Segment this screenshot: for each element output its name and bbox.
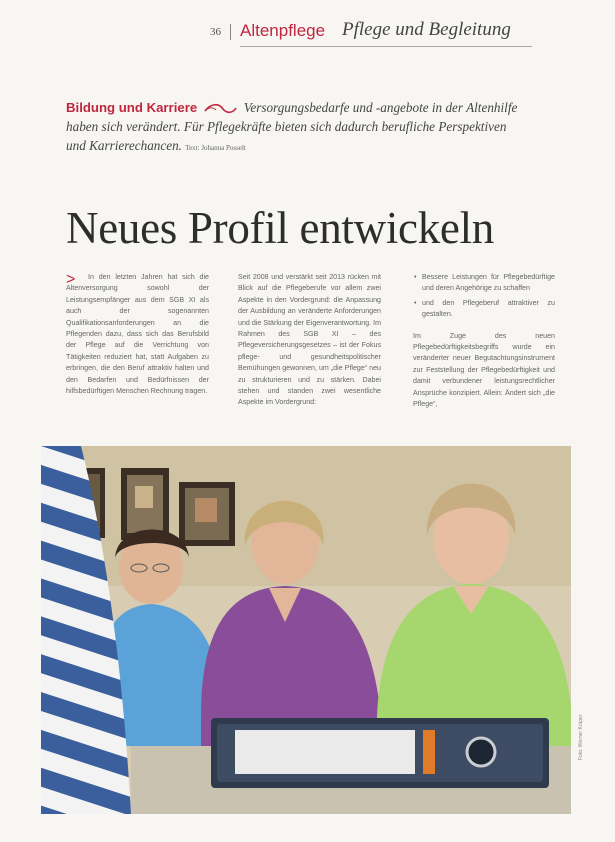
body-column-1 bbox=[66, 272, 209, 407]
body-paragraph: Im Zuge des neuen Pflegebedürftigkeitsbegriffs wurde ein veränderter neuer Begutachtungsinstrument zur Feststellung der Pflegebedürftigkeit und damit verbundener leistungsrechtlicher Ansprüche konzipiert. Allein: Ändert sich „die Pflege“, bbox=[413, 331, 555, 409]
author-credit: Text: Johanna Posselt bbox=[185, 144, 246, 152]
page-header bbox=[210, 20, 550, 48]
body-column-2 bbox=[238, 272, 381, 419]
page-number: 36 bbox=[210, 26, 221, 38]
swoosh-icon bbox=[203, 103, 237, 115]
bullet-list bbox=[413, 272, 555, 321]
list-item: • und den Pflegeberuf attraktiver zu gestalten. bbox=[422, 298, 555, 321]
body-column-3 bbox=[413, 272, 555, 420]
body-paragraph: In den letzten Jahren hat sich die Altenversorgung sowohl der Leistungsempfänger aus dem SGB XI als auch der sogenannten Qualifikationsanforderungen an die Pflegenden dazu, dass sich das Berufsbild der Pflege auf die Verrichtung von Tätigkeiten reduziert hat, statt Aufgaben zu erbringen, die den Beruf attraktiv halten und den Bedarfen und Bedürfnissen der hilfsbedürftigen Menschen Rechnung tragen. bbox=[66, 273, 209, 396]
article-kicker: Bildung und Karriere bbox=[66, 100, 198, 115]
picture-frame bbox=[121, 468, 169, 540]
nurses-illustration bbox=[41, 446, 571, 814]
header-divider bbox=[230, 24, 231, 40]
chevron-right-icon: > bbox=[66, 271, 76, 288]
list-item: • Bessere Leistungen für Pflegebedürftige und deren Angehörige zu schaffen bbox=[422, 272, 555, 295]
body-paragraph: Seit 2008 und verstärkt seit 2013 rücken mit Blick auf die Pflegeberufe vor allem zwei Aspekte in den Vordergrund: die Anpassung der Ausbildung an veränderte Anforderungen und die Stärkung der Eigenverantwortung. Im Rahmen des SGB XI – des Pflegeversicherungsgesetzes – ist der Fokus pflege- und gesundheitspolitischer Bemühungen gewonnen, um „die Pflege“ neu zu strukturieren und zu stärken. Dabei stehen und standen zwei wesentliche Aspekte im Vordergrund: bbox=[238, 273, 381, 407]
article-intro bbox=[66, 98, 526, 158]
subsection-title: Pflege und Begleitung bbox=[342, 19, 511, 40]
article-title: Neues Profil entwickeln bbox=[66, 203, 494, 253]
section-title: Altenpflege bbox=[240, 21, 326, 40]
header-rule bbox=[240, 46, 532, 47]
binder bbox=[211, 718, 549, 788]
photo-credit: Foto: Werner Krüper bbox=[578, 714, 584, 760]
article-photo bbox=[41, 446, 571, 814]
intro-text: Versorgungsbedarfe und -angebote in der Altenhilfe haben sich verändert. Für Pflegekräfte bieten sich dadurch berufliche Perspektiven und Karrierechancen. bbox=[66, 100, 518, 153]
picture-frame bbox=[179, 482, 235, 546]
